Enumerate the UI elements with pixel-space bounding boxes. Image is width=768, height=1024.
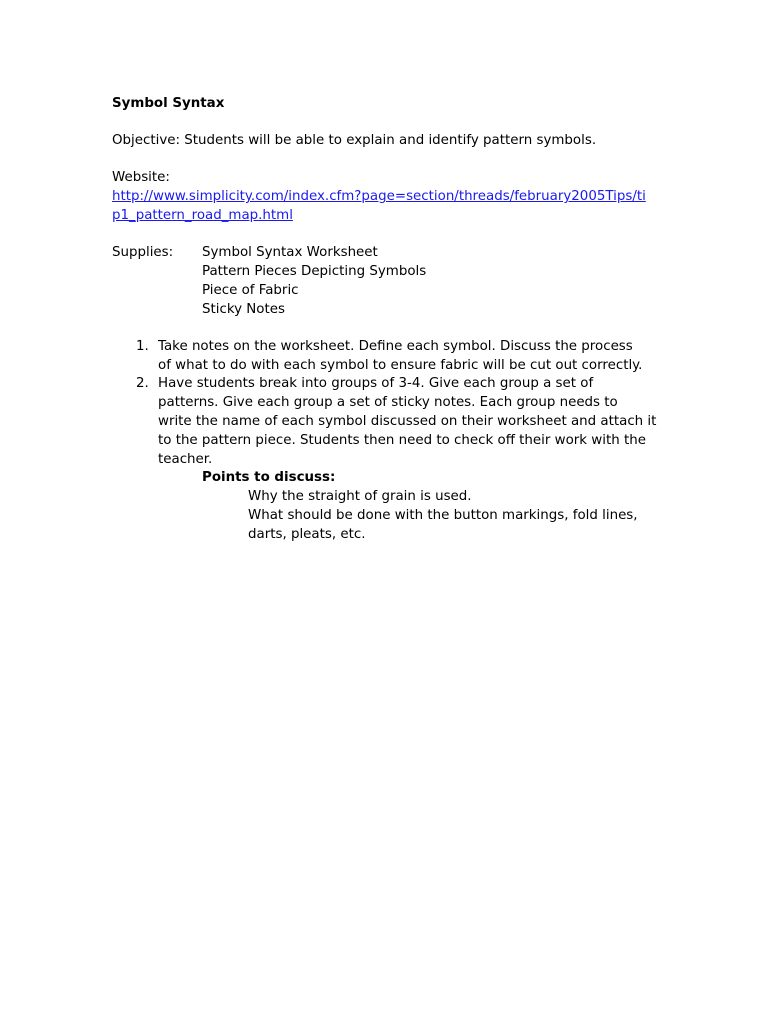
- supply-item: Sticky Notes: [202, 302, 285, 317]
- step-text-line: to the pattern piece. Students then need to check off their work with the: [158, 433, 646, 448]
- step-text-line: write the name of each symbol discussed on their worksheet and attach it: [158, 414, 657, 429]
- step-text-line: patterns. Give each group a set of sticky notes. Each group needs to: [158, 395, 618, 410]
- step-number: 2.: [136, 376, 149, 391]
- supply-item: Symbol Syntax Worksheet: [202, 245, 378, 260]
- supply-item: Piece of Fabric: [202, 283, 299, 298]
- website-label: Website:: [112, 170, 170, 185]
- step-number: 1.: [136, 339, 149, 354]
- website-link-line-2[interactable]: p1_pattern_road_map.html: [112, 208, 293, 223]
- points-heading: Points to discuss:: [202, 470, 336, 485]
- step-text-line: teacher.: [158, 452, 213, 467]
- step-text-line: Take notes on the worksheet. Define each symbol. Discuss the process: [158, 339, 633, 354]
- step-text-line: Have students break into groups of 3-4. Give each group a set of: [158, 376, 594, 391]
- point-line: darts, pleats, etc.: [248, 527, 366, 542]
- supply-item: Pattern Pieces Depicting Symbols: [202, 264, 427, 279]
- document-title: Symbol Syntax: [112, 96, 225, 111]
- objective-text: Objective: Students will be able to explain and identify pattern symbols.: [112, 133, 597, 148]
- step-text-line: of what to do with each symbol to ensure fabric will be cut out correctly.: [158, 358, 643, 373]
- supplies-label: Supplies:: [112, 245, 174, 260]
- point-line: What should be done with the button markings, fold lines,: [248, 508, 638, 523]
- point-line: Why the straight of grain is used.: [248, 489, 472, 504]
- website-link-line-1[interactable]: http://www.simplicity.com/index.cfm?page=section/threads/february2005Tips/ti: [112, 189, 646, 204]
